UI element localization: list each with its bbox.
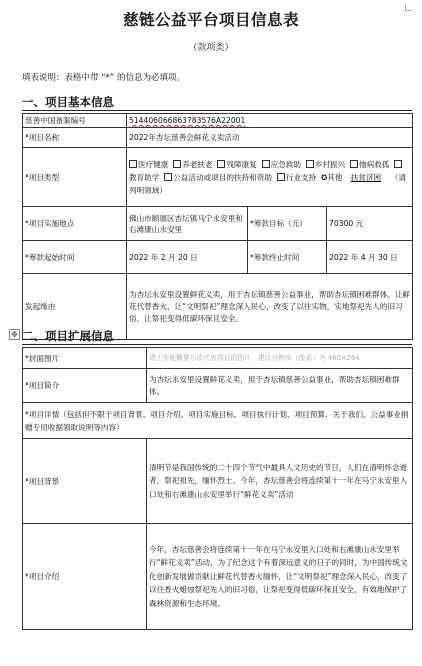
- checkbox-icon[interactable]: [129, 160, 137, 168]
- page-subtitle: （款项类）: [188, 43, 234, 53]
- intro-label: *项目简介: [23, 369, 147, 403]
- cover-image-placeholder: 请上传能概要示或代表项目的图片，建议分辨率（像素）为 460×284: [149, 354, 360, 362]
- intro2-field[interactable]: 今年，杏坛慈善会将连续第十一年在马宁永安里入口处和右滩康山永安里举行“鲜花义卖”活动，为了纪念这个有着深远意义的日子的同时，为中国传统文化创新发展做贡献让鲜花代替香火缅怀，让“文明祭祀”理念深入民心，改变了以往香火蜡烛祭祀先人的旧习俗，让祭祀变得低碳环保且安全，有效地保护了森林资源和生态环境。: [147, 524, 413, 630]
- record-no-value: 514406066863783576A22001: [129, 116, 246, 125]
- background-label: *项目背景: [23, 439, 147, 524]
- checkbox-icon[interactable]: [277, 173, 285, 181]
- record-no-label: 慈善中国备案编号: [23, 114, 127, 128]
- type-option-4[interactable]: [262, 160, 301, 169]
- type-option-8[interactable]: [164, 173, 272, 182]
- page-title: 慈链公益平台项目信息表: [122, 11, 299, 29]
- background-field[interactable]: 清明节是我国传统的二十四个节气中最具人文历史的节日，人们在清明怀念逝者，祭祀祖先，缅怀烈士。今年，杏坛慈善会将连续第十一年在马宁永安里入口处和右滩康山永安里举行“鲜花义卖”活动: [147, 439, 413, 524]
- basic-info-table: [22, 113, 413, 340]
- project-name-field[interactable]: 2022年杏坛慈善会鲜花义卖活动: [127, 128, 413, 148]
- project-name-label: *项目名称: [23, 128, 127, 148]
- checkbox-icon[interactable]: [394, 160, 402, 168]
- cover-image-label: *封面图片: [23, 348, 147, 369]
- details-label: *项目详情（包括但不限于项目背景、项目介绍、项目实施目标、项目执行计划、项目预算、关于我们、公益事业捐赠专用收据领取说明等内容）: [23, 403, 413, 439]
- fill-instruction: 填表说明：表格中带 “*” 的信息为必填项。: [22, 73, 185, 83]
- record-no-field[interactable]: [127, 114, 413, 128]
- type-other-hint: （请列明领域）: [129, 172, 406, 195]
- target-label: *筹款目标（元）: [248, 207, 327, 241]
- type-option-label: 教育助学: [129, 172, 160, 182]
- start-time-label: *筹款起始时间: [23, 241, 127, 274]
- checkbox-icon[interactable]: [217, 160, 225, 168]
- type-option-label: 医疗健康: [138, 159, 169, 169]
- type-option-2[interactable]: [173, 160, 212, 169]
- type-option-6[interactable]: [350, 160, 389, 169]
- checkbox-icon[interactable]: [350, 160, 358, 168]
- type-option-1[interactable]: [129, 160, 168, 169]
- reason-field[interactable]: 为杏坛永安里设置鲜花义卖，用于杏坛镇慈善公益事业，帮助杏坛镇困难群体。让鲜花代替香火，让“文明祭祀”理念深入民心，改变了以往实物，实地祭祀先人的旧习俗，让祭祀变得低碳环保且安全。: [127, 274, 413, 340]
- checkbox-icon[interactable]: [306, 160, 314, 168]
- type-option-label: 养老扶老: [182, 159, 213, 169]
- checkbox-icon[interactable]: [164, 173, 172, 181]
- table-move-handle-icon[interactable]: ✥: [9, 329, 20, 340]
- type-other-value[interactable]: 扶贫济困: [350, 172, 382, 182]
- section-basic-heading: 一、项目基本信息: [22, 95, 114, 109]
- type-option-5[interactable]: [306, 160, 345, 169]
- type-option-label: 公益活动或项目的扶持和资助: [173, 172, 272, 182]
- type-option-3[interactable]: [217, 160, 256, 169]
- start-time-field[interactable]: 2022 年 2 月 20 日: [127, 241, 248, 274]
- type-option-label: 应急救助: [270, 159, 301, 169]
- end-time-label: *筹款终止时间: [248, 241, 327, 274]
- intro-field[interactable]: 为杏坛永安里设置鲜花义卖，用于杏坛镇慈善公益事业，帮助杏坛镇困难群体。: [147, 369, 413, 403]
- reason-label: 发起缘由: [23, 274, 127, 340]
- cover-image-upload[interactable]: [147, 348, 413, 369]
- extended-info-table: [22, 347, 413, 630]
- type-option-label: 残障康复: [226, 159, 257, 169]
- project-type-label: *项目类型: [23, 148, 127, 207]
- checkbox-icon[interactable]: [262, 160, 270, 168]
- section-basic-rule: [22, 110, 412, 111]
- checkbox-icon[interactable]: [173, 160, 181, 168]
- intro2-label: *项目介绍: [23, 524, 147, 630]
- type-other-option[interactable]: ✪其他: [320, 172, 343, 182]
- end-time-field[interactable]: 2022 年 4 月 30 日: [327, 241, 413, 274]
- target-field[interactable]: 70300 元: [327, 207, 413, 241]
- type-option-label: 乡村振兴: [314, 159, 346, 169]
- section-extended-rule: [22, 344, 412, 345]
- project-type-options: [127, 148, 413, 207]
- section-extended-heading: 二、项目扩展信息: [22, 329, 114, 343]
- location-field[interactable]: 佛山市顺德区杏坛镇马宁永安里和右滩康山永安里: [127, 207, 248, 241]
- type-option-9[interactable]: [277, 173, 316, 182]
- type-option-label: 恤病救孤: [359, 159, 390, 169]
- location-label: *项目实施地点: [23, 207, 127, 241]
- type-option-label: 行业支持: [285, 172, 317, 182]
